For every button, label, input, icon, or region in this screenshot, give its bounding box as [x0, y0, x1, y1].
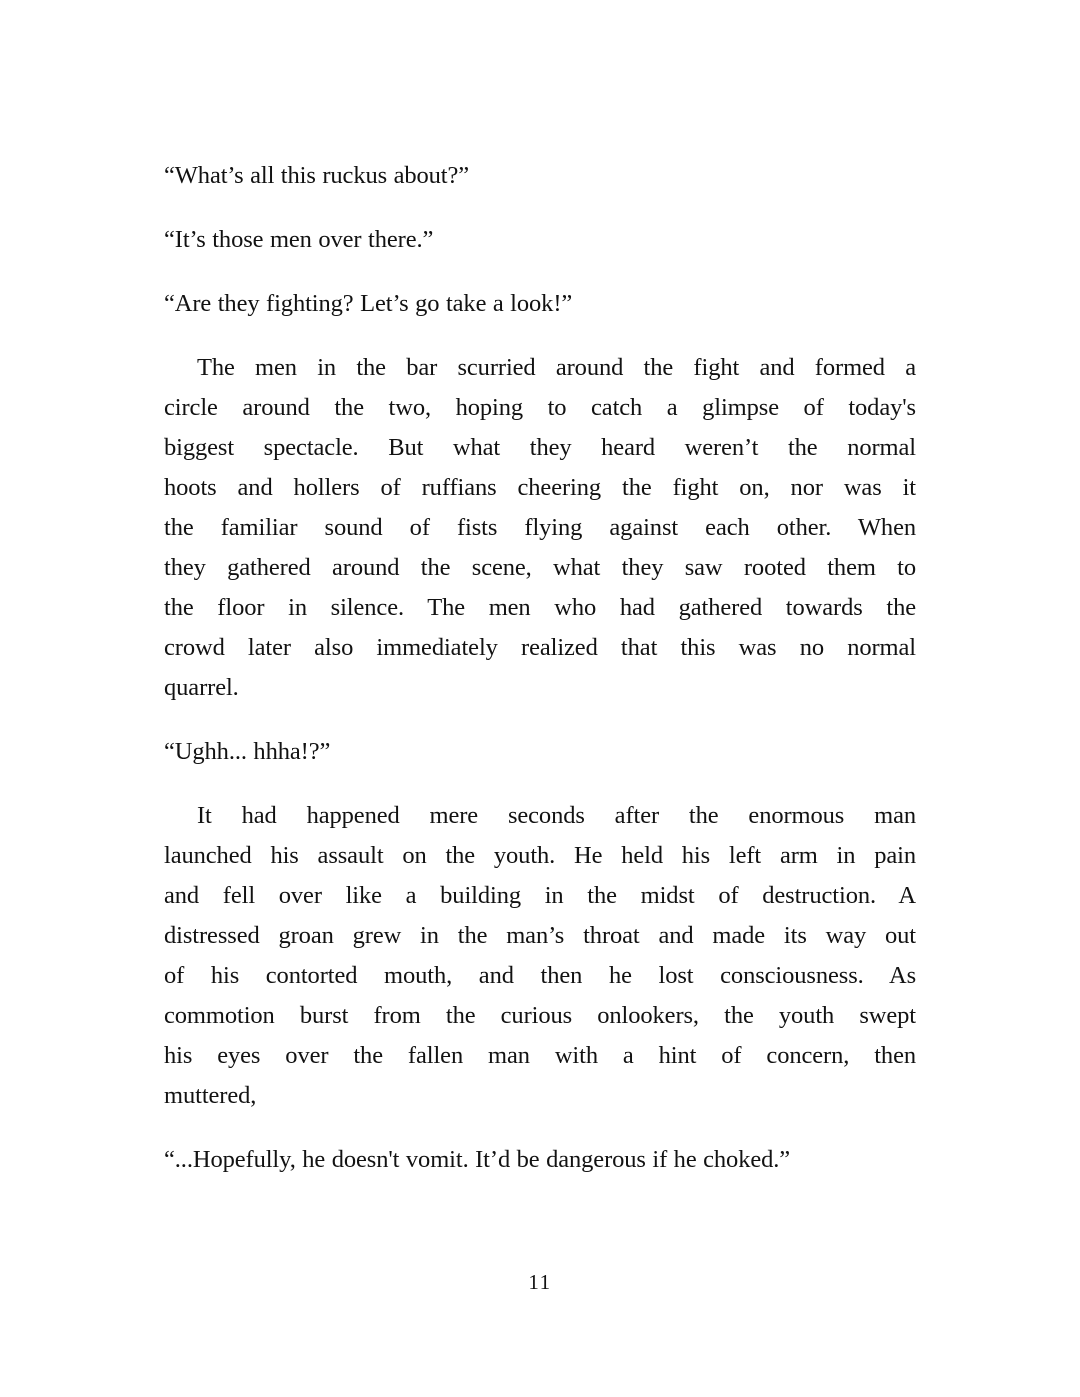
text-line: commotion burst from the curious onlookers, the youth swept [164, 1002, 916, 1029]
text-line: biggest spectacle. But what they heard weren’t the normal [164, 434, 916, 461]
dialogue-paragraph [164, 284, 916, 324]
text-line: crowd later also immediately realized that this was no normal [164, 634, 916, 661]
text-line: of his contorted mouth, and then he lost consciousness. As [164, 962, 916, 989]
text-line: The men in the bar scurried around the fight and formed a [197, 354, 916, 381]
text-line: “Are they fighting? Let’s go take a look!” [164, 290, 573, 317]
text-line: they gathered around the scene, what they saw rooted them to [164, 554, 916, 581]
dialogue-paragraph [164, 1140, 916, 1180]
dialogue-paragraph [164, 732, 916, 772]
body-paragraph [164, 796, 916, 1116]
text-line: his eyes over the fallen man with a hint of concern, then [164, 1042, 916, 1069]
text-column [164, 156, 916, 1204]
text-line: It had happened mere seconds after the enormous man [197, 802, 916, 829]
text-line: hoots and hollers of ruffians cheering the fight on, nor was it [164, 474, 916, 501]
text-line: the familiar sound of fists flying against each other. When [164, 514, 916, 541]
text-line: and fell over like a building in the midst of destruction. A [164, 882, 916, 909]
text-line: “...Hopefully, he doesn't vomit. It’d be dangerous if he choked.” [164, 1146, 791, 1173]
text-line: distressed groan grew in the man’s throat and made its way out [164, 922, 916, 949]
text-line: “It’s those men over there.” [164, 226, 434, 253]
text-line: launched his assault on the youth. He held his left arm in pain [164, 842, 916, 869]
body-paragraph [164, 348, 916, 708]
text-line: quarrel. [164, 674, 239, 701]
text-line: “What’s all this ruckus about?” [164, 162, 470, 189]
text-line: the floor in silence. The men who had gathered towards the [164, 594, 916, 621]
page-number: 11 [528, 1270, 552, 1294]
dialogue-paragraph [164, 220, 916, 260]
dialogue-paragraph [164, 156, 916, 196]
text-line: “Ughh... hhha!?” [164, 738, 331, 765]
text-line: muttered, [164, 1082, 257, 1109]
text-line: circle around the two, hoping to catch a glimpse of today's [164, 394, 916, 421]
